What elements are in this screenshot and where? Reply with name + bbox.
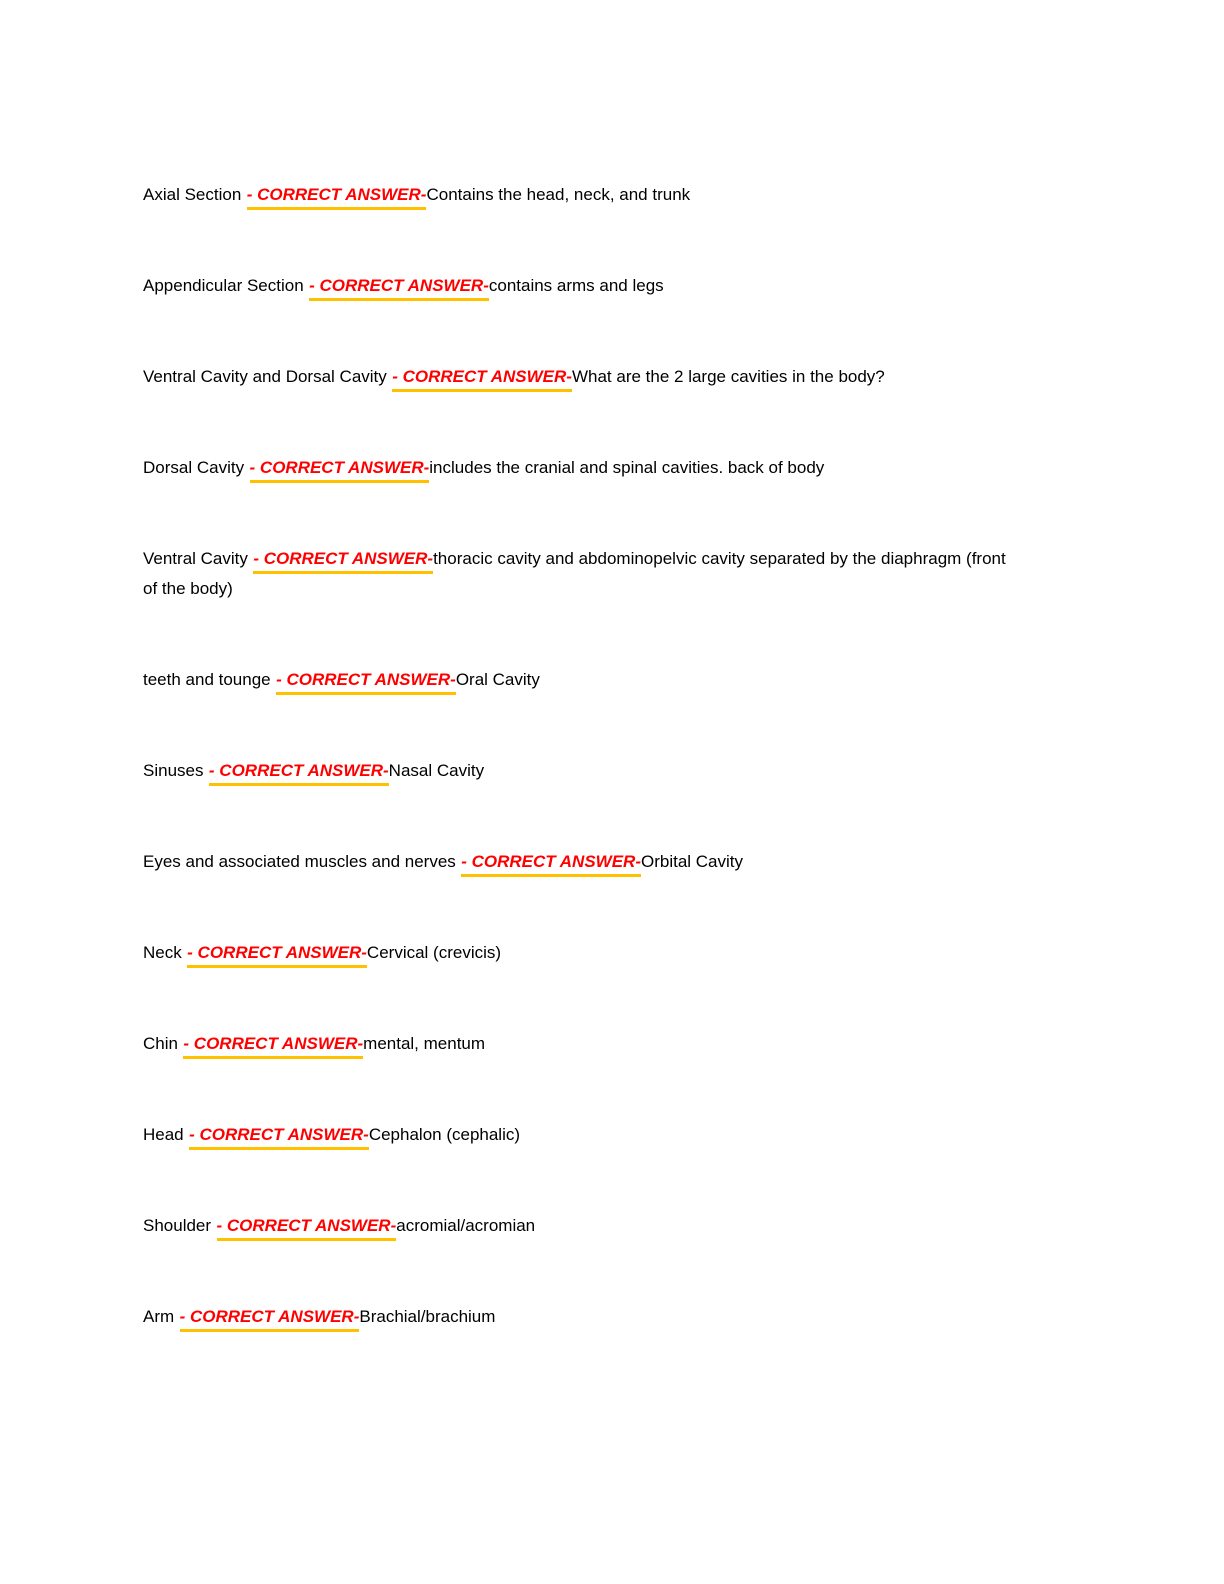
- term-text: Dorsal Cavity: [143, 458, 245, 477]
- answer-text: Nasal Cavity: [388, 761, 485, 780]
- answer-text: What are the 2 large cavities in the body?: [571, 367, 885, 386]
- answer-text: acromial/acromian: [396, 1216, 536, 1235]
- term-text: Chin: [143, 1034, 178, 1053]
- flashcard-entry: [143, 362, 1023, 392]
- entry-line: [143, 362, 1023, 392]
- flashcard-entry: [143, 847, 1023, 877]
- answer-text: mental, mentum: [363, 1034, 486, 1053]
- answer-text: thoracic cavity and abdominopelvic cavity separated by the diaphragm (front of the body): [143, 549, 1006, 598]
- answer-text: includes the cranial and spinal cavities. back of body: [429, 458, 825, 477]
- entry-line: [143, 544, 1023, 604]
- term-text: Neck: [143, 943, 182, 962]
- answer-text: contains arms and legs: [488, 276, 664, 295]
- correct-answer-marker: - CORRECT ANSWER-: [187, 942, 367, 968]
- flashcard-entry: [143, 1029, 1023, 1059]
- answer-text: Oral Cavity: [455, 670, 540, 689]
- flashcard-entry: [143, 271, 1023, 301]
- entry-line: [143, 665, 1023, 695]
- correct-answer-marker: - CORRECT ANSWER-: [189, 1124, 369, 1150]
- entry-line: [143, 1120, 1023, 1150]
- flashcard-entry: [143, 665, 1023, 695]
- flashcard-entry: [143, 1211, 1023, 1241]
- correct-answer-marker: - CORRECT ANSWER-: [250, 457, 430, 483]
- correct-answer-marker: - CORRECT ANSWER-: [461, 851, 641, 877]
- correct-answer-marker: - CORRECT ANSWER-: [253, 548, 433, 574]
- correct-answer-marker: - CORRECT ANSWER-: [217, 1215, 397, 1241]
- term-text: Ventral Cavity: [143, 549, 248, 568]
- flashcard-entry: [143, 938, 1023, 968]
- flashcard-entry: [143, 544, 1023, 604]
- answer-text: Brachial/brachium: [359, 1307, 496, 1326]
- correct-answer-marker: - CORRECT ANSWER-: [209, 760, 389, 786]
- answer-text: Cervical (crevicis): [366, 943, 502, 962]
- entry-line: [143, 938, 1023, 968]
- term-text: Shoulder: [143, 1216, 212, 1235]
- flashcard-entry: [143, 453, 1023, 483]
- entry-line: [143, 180, 1023, 210]
- term-text: Eyes and associated muscles and nerves: [143, 852, 456, 871]
- entry-line: [143, 1029, 1023, 1059]
- answer-text: Orbital Cavity: [640, 852, 744, 871]
- entry-line: [143, 453, 1023, 483]
- answer-text: Contains the head, neck, and trunk: [426, 185, 691, 204]
- entry-line: [143, 1211, 1023, 1241]
- term-text: Sinuses: [143, 761, 204, 780]
- flashcard-entry: [143, 1302, 1023, 1332]
- correct-answer-marker: - CORRECT ANSWER-: [392, 366, 572, 392]
- term-text: Head: [143, 1125, 184, 1144]
- term-text: Ventral Cavity and Dorsal Cavity: [143, 367, 387, 386]
- term-text: Axial Section: [143, 185, 242, 204]
- entry-line: [143, 1302, 1023, 1332]
- flashcard-entry: [143, 180, 1023, 210]
- answer-text: Cephalon (cephalic): [368, 1125, 521, 1144]
- correct-answer-marker: - CORRECT ANSWER-: [183, 1033, 363, 1059]
- term-text: teeth and tounge: [143, 670, 271, 689]
- term-text: Arm: [143, 1307, 175, 1326]
- correct-answer-marker: - CORRECT ANSWER-: [309, 275, 489, 301]
- entry-line: [143, 847, 1023, 877]
- correct-answer-marker: - CORRECT ANSWER-: [276, 669, 456, 695]
- correct-answer-marker: - CORRECT ANSWER-: [247, 184, 427, 210]
- term-text: Appendicular Section: [143, 276, 304, 295]
- flashcard-entry: [143, 1120, 1023, 1150]
- flashcard-entry: [143, 756, 1023, 786]
- correct-answer-marker: - CORRECT ANSWER-: [180, 1306, 360, 1332]
- entry-line: [143, 756, 1023, 786]
- entry-line: [143, 271, 1023, 301]
